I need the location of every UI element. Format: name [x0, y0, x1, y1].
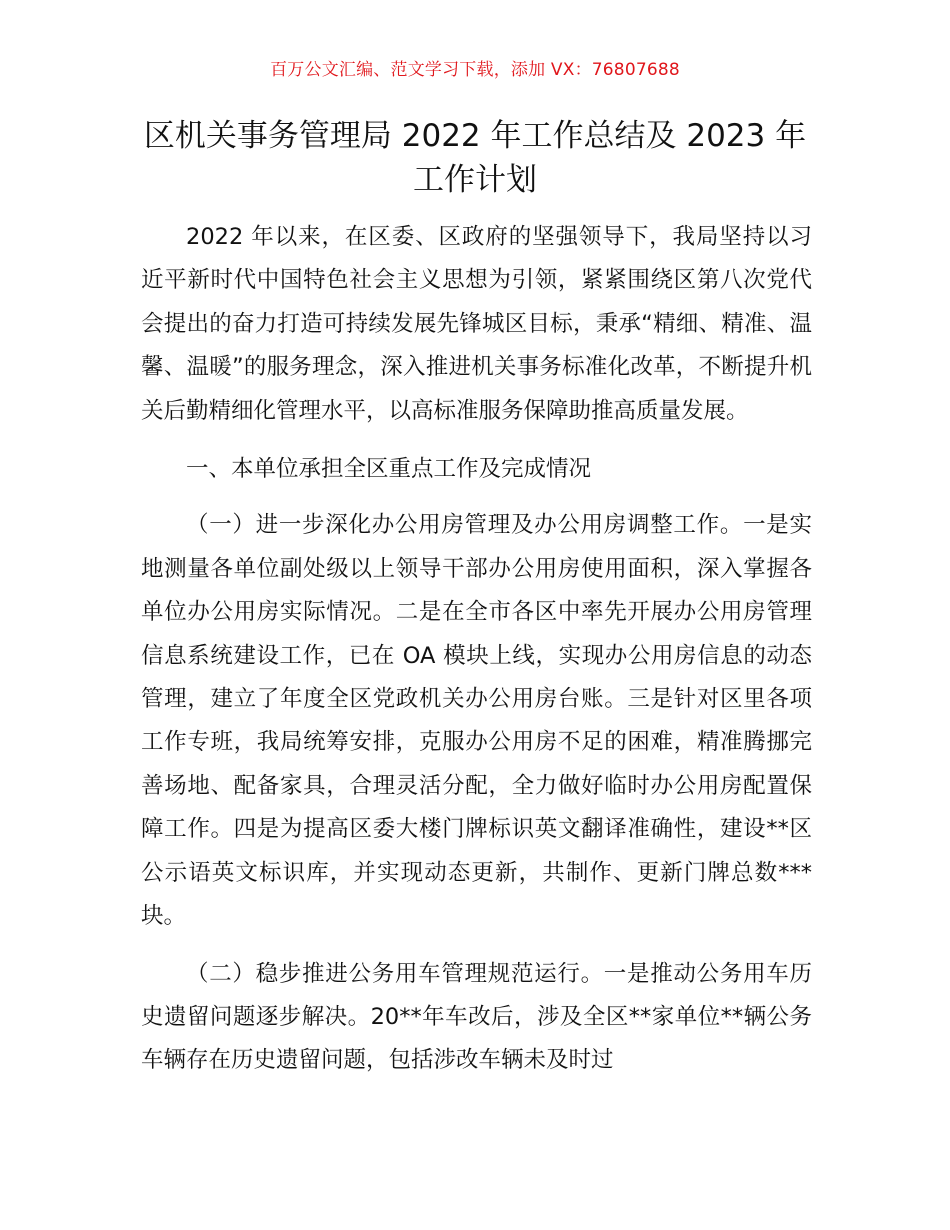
- document-title: 区机关事务管理局 2022 年工作总结及 2023 年工作计划: [143, 118, 807, 198]
- document-body: [141, 216, 812, 1083]
- item-1-paragraph: （一）进一步深化办公用房管理及办公用房调整工作。一是实地测量各单位副处级以上领导干部办公用房使用面积，深入掌握各单位办公用房实际情况。二是在全市各区中率先开展办公用房管理信息系统建设工作，已在 OA 模块上线，实现办公用房信息的动态管理，建立了年度全区党政机关办公用房台账。三是针对区里各项工作专班，我局统筹安排，克服办公用房不足的困难，精准腾挪完善场地、配备家具，合理灵活分配，全力做好临时办公用房配置保障工作。四是为提高区委大楼门牌标识英文翻译准确性，建设**区公示语英文标识库，并实现动态更新，共制作、更新门牌总数***块。: [141, 512, 812, 930]
- item-2-paragraph: （二）稳步推进公务用车管理规范运行。一是推动公务用车历史遗留问题逐步解决。20**年车改后，涉及全区**家单位**辆公务车辆存在历史遗留问题，包括涉改车辆未及时过: [141, 960, 812, 1074]
- intro-paragraph: 2022 年以来，在区委、区政府的坚强领导下，我局坚持以习近平新时代中国特色社会主义思想为引领，紧紧围绕区第八次党代会提出的奋力打造可持续发展先锋城区目标，秉承“精细、精准、温馨、温暖”的服务理念，深入推进机关事务标准化改革，不断提升机关后勤精细化管理水平，以高标准服务保障助推高质量发展。: [141, 224, 812, 424]
- header-watermark-note: 百万公文汇编、范文学习下载，添加 VX：76807688: [270, 60, 680, 80]
- section-heading: 一、本单位承担全区重点工作及完成情况: [186, 456, 592, 483]
